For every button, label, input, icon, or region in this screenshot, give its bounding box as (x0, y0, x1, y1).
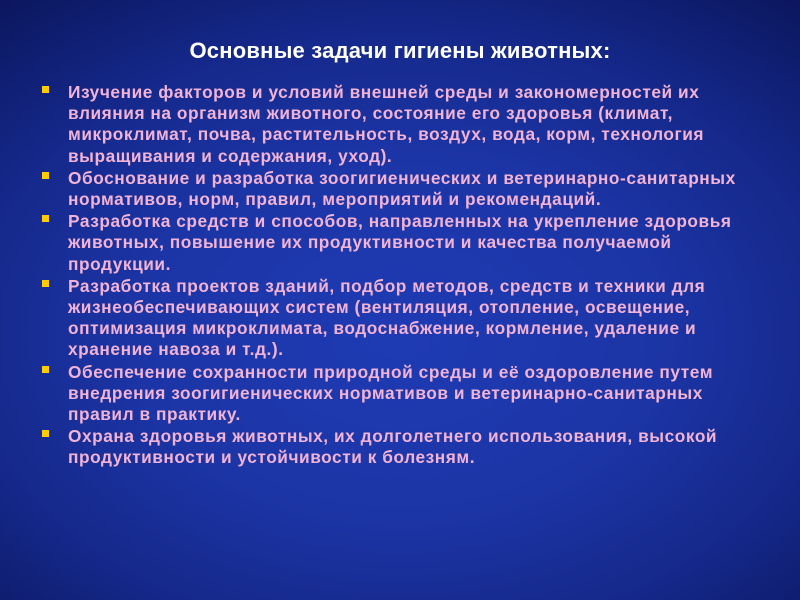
square-bullet-icon (42, 172, 49, 179)
bullet-text: Разработка проектов зданий, подбор методов, средств и техники для жизнеобеспечивающих систем (вентиляция, отопление, освещение, оптимизация микроклимата, водоснабжение, кормление, удаление и хранение навоза и т.д.). (68, 275, 706, 360)
slide-title: Основные задачи гигиены животных: (189, 38, 611, 63)
square-bullet-icon (42, 430, 49, 437)
bullet-text: Обеспечение сохранности природной среды и её оздоровление путем внедрения зоогигиенических нормативов и ветеринарно-санитарных правил в практику. (68, 361, 714, 425)
bullet-item (40, 168, 760, 210)
square-bullet-icon (42, 366, 49, 373)
bullet-item (40, 211, 760, 275)
square-bullet-icon (42, 215, 49, 222)
bullet-list (40, 82, 760, 470)
bullet-item (40, 276, 760, 361)
square-bullet-icon (42, 280, 49, 287)
bullet-text: Охрана здоровья животных, их долголетнего использования, высокой продуктивности и устойчивости к болезням. (68, 426, 718, 468)
bullet-text: Изучение факторов и условий внешней среды и закономерностей их влияния на организм животного, состояние его здоровья (климат, микроклимат, почва, растительность, воздух, вода, корм, технология выращивания и содержания, уход). (68, 82, 705, 166)
square-bullet-icon (42, 86, 49, 93)
bullet-item (40, 426, 760, 468)
bullet-item (40, 82, 760, 167)
bullet-text: Разработка средств и способов, направленных на укрепление здоровья животных, повышение их продуктивности и качества получаемой продукции. (68, 211, 732, 274)
bullet-item (40, 362, 760, 426)
bullet-text: Обоснование и разработка зоогигиенических и ветеринарно-санитарных нормативов, норм, правил, мероприятий и рекомендаций. (68, 167, 736, 210)
